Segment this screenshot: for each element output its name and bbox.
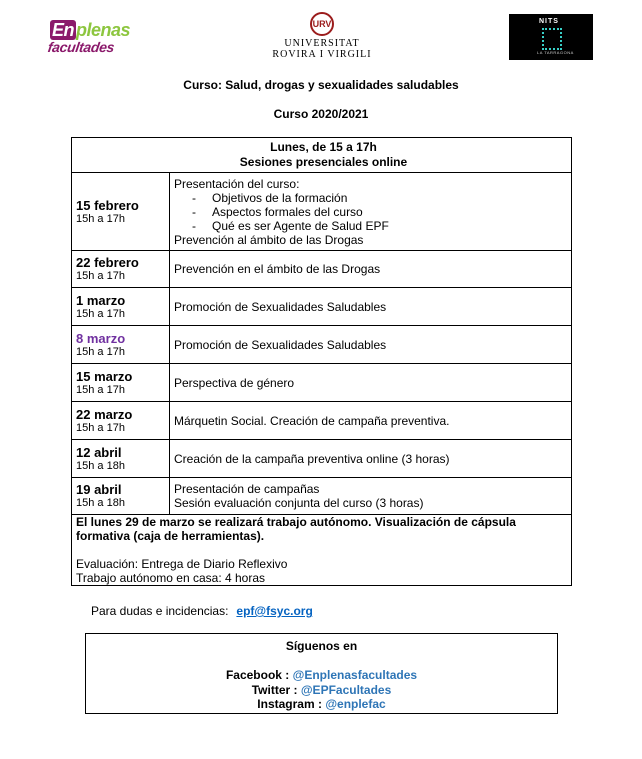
table-row — [72, 440, 572, 478]
session-intro: Presentación del curso: — [174, 176, 300, 191]
table-row — [72, 326, 572, 364]
table-row — [72, 364, 572, 402]
session-desc: Márquetin Social. Creación de campaña preventiva. — [170, 402, 572, 440]
header-line1: Lunes, de 15 a 17h — [270, 140, 377, 154]
session-desc-cell — [170, 478, 572, 515]
table-row — [72, 251, 572, 288]
session-date-cell — [72, 326, 170, 364]
session-date: 22 marzo — [76, 406, 133, 422]
instagram-label: Instagram : — [257, 697, 322, 711]
nits-logo — [509, 14, 593, 60]
social-box — [85, 633, 558, 714]
session-desc: Promoción de Sexualidades Saludables — [170, 288, 572, 326]
table-row — [72, 402, 572, 440]
session-date: 15 febrero — [76, 197, 139, 213]
note-row — [72, 515, 572, 586]
table-row — [72, 478, 572, 515]
session-date-cell — [72, 364, 170, 402]
session-desc-line2: Sesión evaluación conjunta del curso (3 horas) — [174, 496, 424, 510]
schedule-table — [71, 137, 572, 586]
session-bullet: - Qué es ser Agente de Salud EPF — [174, 219, 571, 233]
course-title: Curso: Salud, drogas y sexualidades saludables — [183, 78, 459, 92]
urv-logo — [262, 12, 382, 60]
table-row — [72, 173, 572, 251]
session-date: 15 marzo — [76, 368, 133, 384]
nits-name: NITS — [539, 18, 559, 25]
facebook-label: Facebook : — [225, 668, 290, 682]
session-desc: Creación de la campaña preventiva online (3 horas) — [170, 440, 572, 478]
logo-left-line1 — [50, 20, 130, 41]
session-hours: 15h a 17h — [76, 212, 125, 225]
twitter-handle-link[interactable]: @EPFacultades — [300, 683, 392, 697]
session-hours: 15h a 17h — [76, 383, 125, 396]
session-date-cell — [72, 173, 170, 251]
session-date: 12 abril — [76, 444, 122, 460]
enplenas-facultades-logo — [48, 20, 148, 60]
note-autonomous: El lunes 29 de marzo se realizará trabajo autónomo. Visualización de cápsula formativa (caja de herramientas). — [76, 515, 516, 543]
logo-left-line2: facultades — [46, 39, 116, 55]
note-cell — [72, 515, 572, 586]
session-date-cell — [72, 251, 170, 288]
social-twitter — [86, 683, 557, 697]
header-line2: Sesiones presenciales online — [239, 155, 408, 169]
session-hours: 15h a 18h — [76, 497, 125, 509]
note-work: Trabajo autónomo en casa: 4 horas — [76, 571, 266, 585]
contact-email-link[interactable]: epf@fsyc.org — [236, 604, 313, 618]
urv-line1: UNIVERSITAT — [284, 38, 360, 49]
session-date-cell — [72, 440, 170, 478]
session-date: 19 abril — [76, 482, 122, 497]
session-hours: 15h a 17h — [76, 421, 125, 434]
schedule-header — [72, 138, 572, 173]
session-hours: 15h a 17h — [76, 307, 125, 320]
logo-left-plenas: plenas — [76, 20, 131, 40]
session-desc: Perspectiva de género — [170, 364, 572, 402]
table-row — [72, 288, 572, 326]
session-desc-cell — [170, 173, 572, 251]
nits-sub: LA TARRAGONA — [537, 50, 574, 55]
session-date: 8 marzo — [76, 330, 126, 346]
note-evaluation: Evaluación: Entrega de Diario Reflexivo — [76, 557, 288, 571]
session-date: 1 marzo — [76, 292, 126, 308]
social-instagram — [86, 697, 557, 711]
course-year: Curso 2020/2021 — [273, 107, 369, 121]
session-desc: Promoción de Sexualidades Saludables — [170, 326, 572, 364]
urv-seal: URV — [310, 12, 334, 36]
note-spacer — [76, 543, 571, 557]
contact-label: Para dudas e incidencias: — [91, 604, 229, 618]
session-date: 22 febrero — [76, 255, 139, 270]
facebook-handle-link[interactable]: @Enplenasfacultades — [292, 668, 418, 682]
schedule-header-row — [72, 138, 572, 173]
instagram-handle-link[interactable]: @enplefac — [325, 697, 386, 711]
session-outro: Prevención al ámbito de las Drogas — [174, 232, 364, 247]
session-bullet: - Objetivos de la formación — [174, 191, 571, 205]
session-date-cell — [72, 478, 170, 515]
session-hours: 15h a 17h — [76, 270, 125, 282]
social-facebook — [86, 668, 557, 682]
session-hours: 15h a 18h — [76, 459, 125, 472]
urv-line2: ROVIRA I VIRGILI — [272, 49, 372, 60]
logo-left-en: En — [52, 20, 75, 40]
contact-line — [91, 604, 313, 618]
session-desc: Prevención en el ámbito de las Drogas — [170, 251, 572, 288]
session-hours: 15h a 17h — [76, 345, 125, 358]
session-bullet: - Aspectos formales del curso — [174, 205, 571, 219]
session-desc-line1: Presentación de campañas — [174, 482, 320, 496]
twitter-label: Twitter : — [251, 683, 298, 697]
social-title: Síguenos en — [285, 639, 358, 653]
nits-mark-icon — [542, 28, 562, 50]
session-date-cell — [72, 402, 170, 440]
session-date-cell — [72, 288, 170, 326]
